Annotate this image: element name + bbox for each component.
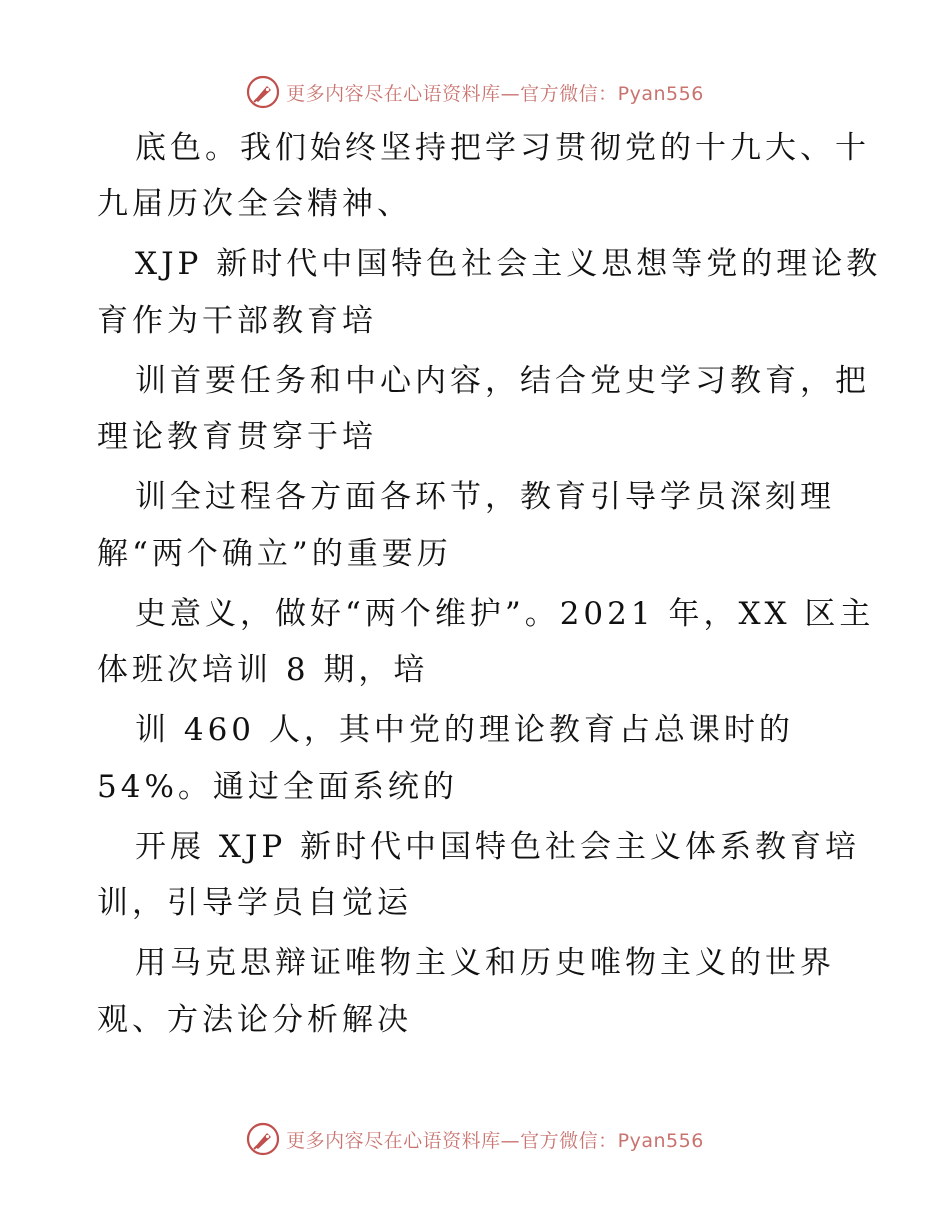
header-watermark xyxy=(0,72,950,112)
text-line: 体班次培训 8 期，培 xyxy=(97,652,429,688)
text-line: 九届历次全会精神、 xyxy=(97,186,412,222)
text-line: XJP 新时代中国特色社会主义思想等党的理论教 xyxy=(135,246,882,282)
text-line: 训，引导学员自觉运 xyxy=(97,885,412,921)
text-line: 理论教育贯穿于培 xyxy=(97,419,377,455)
watermark-text: 更多内容尽在心语资料库—官方微信：Pyan556 xyxy=(286,1129,704,1152)
watermark-text: 更多内容尽在心语资料库—官方微信：Pyan556 xyxy=(286,82,704,105)
pen-nib-logo-icon xyxy=(246,75,280,109)
text-line: 训首要任务和中心内容，结合党史学习教育，把 xyxy=(135,363,870,399)
text-line: 用马克思辩证唯物主义和历史唯物主义的世界 xyxy=(135,945,835,981)
text-line: 观、方法论分析解决 xyxy=(97,1002,412,1038)
text-line: 解“两个确立”的重要历 xyxy=(97,536,452,572)
text-line: 54%。通过全面系统的 xyxy=(97,769,458,805)
text-line: 开展 XJP 新时代中国特色社会主义体系教育培 xyxy=(135,829,861,865)
text-line: 史意义，做好“两个维护”。2021 年，XX 区主 xyxy=(135,596,875,632)
text-line: 育作为干部教育培 xyxy=(97,303,377,339)
pen-nib-logo-icon xyxy=(246,1122,280,1156)
text-line: 底色。我们始终坚持把学习贯彻党的十九大、十 xyxy=(135,130,870,166)
text-line: 训 460 人，其中党的理论教育占总课时的 xyxy=(135,712,794,748)
text-line: 训全过程各方面各环节，教育引导学员深刻理 xyxy=(135,479,835,515)
footer-watermark xyxy=(0,1119,950,1159)
